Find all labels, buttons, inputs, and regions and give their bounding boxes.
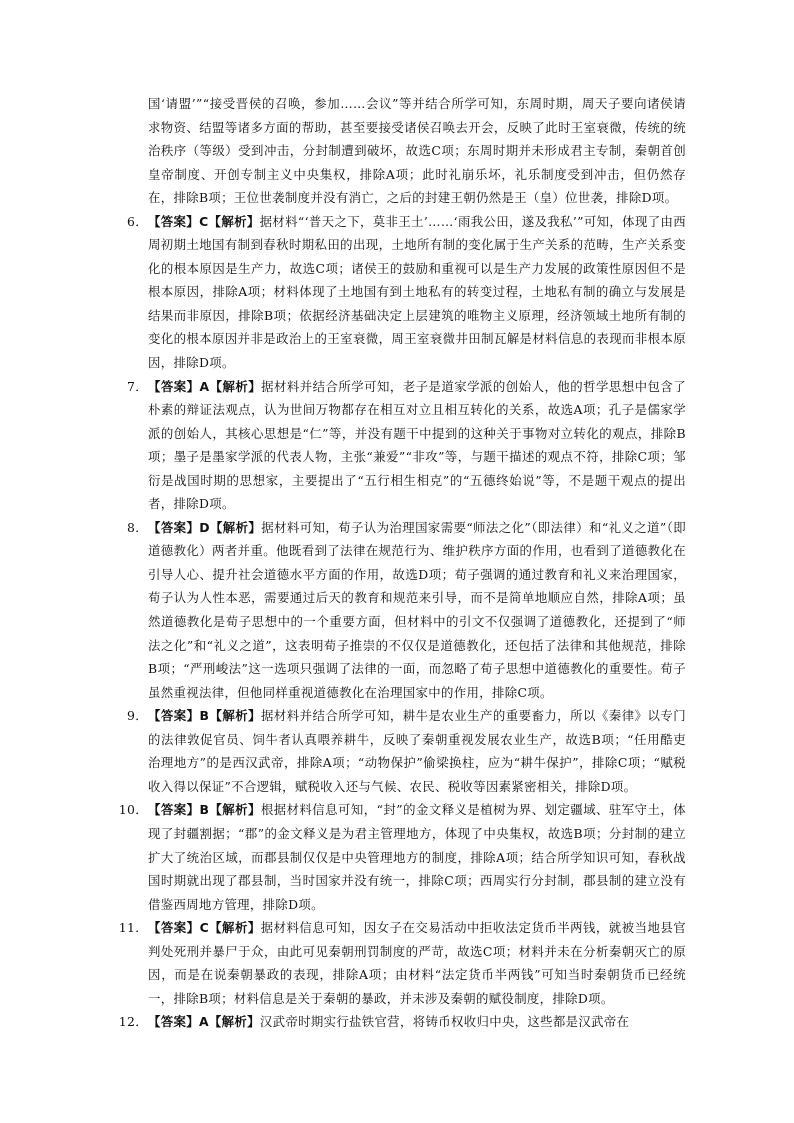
answer-tag: 【答案】D【解析】: [148, 519, 262, 535]
question-number: 7．: [127, 378, 148, 394]
analysis-text: 根据材料信息可知，“封”的金文释义是植树为界、划定疆域、驻军守土，体现了封疆割据；“郡”的金文释义是为君主管理地方，体现了中央集权，故选B项；分封制的建立扩大了统治区域，而郡县制仅仅是中央管理地方的制度，排除A项；结合所学知识可知，春秋战国时期就出现了郡县制，当时国家并没有统一，排除C项；西周实行分封制，郡县制的建立没有借鉴西周地方管理，排除D项。: [148, 802, 686, 912]
question-number: 12．: [118, 1014, 148, 1030]
answer-tag: 【答案】B【解析】: [148, 802, 261, 818]
answer-tag: 【答案】C【解析】: [148, 213, 260, 229]
answer-tag: 【答案】A【解析】: [148, 1014, 260, 1030]
answer-analysis-body: [108, 92, 686, 1034]
answer-list: [108, 210, 686, 1034]
question-number: 8．: [127, 519, 148, 535]
answer-item: [108, 704, 686, 798]
answer-item: [108, 210, 686, 375]
question-number: 6．: [127, 213, 148, 229]
answer-item: [108, 916, 686, 1010]
question-number: 10．: [118, 802, 148, 818]
analysis-text: 汉武帝时期实行盐铁官营，将铸币权收归中央，这些都是汉武帝在: [259, 1014, 630, 1030]
question-number: 9．: [127, 708, 148, 724]
answer-item: [108, 375, 686, 516]
answer-item: [108, 798, 686, 916]
analysis-text: 据材料并结合所学可知，老子是道家学派的创始人，他的哲学思想中包含了朴素的辩证法观点，认为世间万物都存在相互对立且相互转化的关系，故选A项；孔子是儒家学派的创始人，其核心思想是“仁”等，并没有题干中提到的这种关于事物对立转化的观点，排除B项；墨子是墨家学派的代表人物，主张“兼爱”“非攻”等，与题干描述的观点不符，排除C项；邹衍是战国时期的思想家，主要提出了“五行相生相克”的“五德终始说”等，不是题干观点的提出者，排除D项。: [148, 378, 686, 512]
analysis-text: 据材料信息可知，因女子在交易活动中拒收法定货币半两钱，就被当地县官判处死刑并暴尸于众，由此可见秦朝刑罚制度的严苛，故选C项；材料并未在分析秦朝灭亡的原因，而是在说秦朝暴政的表现，排除A项；由材料“法定货币半两钱”可知当时秦朝货币已经统一，排除B项；材料信息是关于秦朝的暴政，并未涉及秦朝的赋役制度，排除D项。: [148, 920, 686, 1006]
answer-tag: 【答案】C【解析】: [148, 920, 261, 936]
question-number: 11．: [118, 920, 148, 936]
paragraph-continuation: 国‘请盟’”“接受晋侯的召唤，参加……会议”等并结合所学可知，东周时期，周天子要向诸侯请求物资、结盟等诸多方面的帮助，甚至要接受诸侯召唤去开会，反映了此时王室衰微，传统的统治秩序（等级）受到冲击，分封制遭到破坏，故选C项；东周时期并未形成君主专制，秦朝首创皇帝制度、开创专制主义中央集权，排除A项；此时礼崩乐坏，礼乐制度受到冲击，但仍然存在，排除B项；王位世袭制度并没有消亡，之后的封建王朝仍然是王（皇）位世袭，排除D项。: [148, 96, 686, 206]
answer-item: [108, 1010, 686, 1034]
answer-tag: 【答案】B【解析】: [148, 708, 261, 724]
answer-tag: 【答案】A【解析】: [148, 378, 262, 394]
analysis-text: 据材料可知，荀子认为治理国家需要“师法之化”（即法律）和“礼义之道”（即道德教化）两者并重。他既看到了法律在规范行为、维护秩序方面的作用，也看到了道德教化在引导人心、提升社会道德水平方面的作用，故选D项；荀子强调的通过教育和礼义来治理国家，荀子认为人性本恶，需要通过后天的教育和规范来引导，而不是简单地顺应自然，排除A项；虽然道德教化是荀子思想中的一个重要方面，但材料中的引文不仅强调了道德教化，还提到了“师法之化”和“礼义之道”，这表明荀子推崇的不仅仅是道德教化，还包括了法律和其他规范，排除B项；“严刑峻法”这一选项只强调了法律的一面，而忽略了荀子思想中道德教化的重要性。荀子虽然重视法律，但他同样重视道德教化在治理国家中的作用，排除C项。: [148, 519, 686, 700]
analysis-text: 据材料“‘普天之下，莫非王土’……‘雨我公田，遂及我私’”可知，体现了由西周初期土地国有制到春秋时期私田的出现，土地所有制的变化属于生产关系的范畴，生产关系变化的根本原因是生产力，故选C项；诸侯王的鼓励和重视可以是生产力发展的政策性原因但不是根本原因，排除A项；材料体现了土地国有到土地私有的转变过程，土地私有制的确立与发展是结果而非原因，排除B项；依据经济基础决定上层建筑的唯物主义原理，经济领域土地所有制的变化的根本原因并非是政治上的王室衰微，周王室衰微井田制瓦解是材料信息的表现而非根本原因，排除D项。: [148, 213, 686, 371]
analysis-text: 据材料并结合所学可知，耕牛是农业生产的重要畜力，所以《秦律》以专门的法律敦促官员、饲牛者认真喂养耕牛，反映了秦朝重视发展农业生产，故选B项；“任用酷吏治理地方”的是西汉武帝，排除A项；“动物保护”偷梁换柱，应为“耕牛保护”，排除C项；“赋税收入得以保证”不合逻辑，赋税收入还与气候、农民、税收等因素紧密相关，排除D项。: [148, 708, 686, 794]
answer-item: [108, 516, 686, 704]
